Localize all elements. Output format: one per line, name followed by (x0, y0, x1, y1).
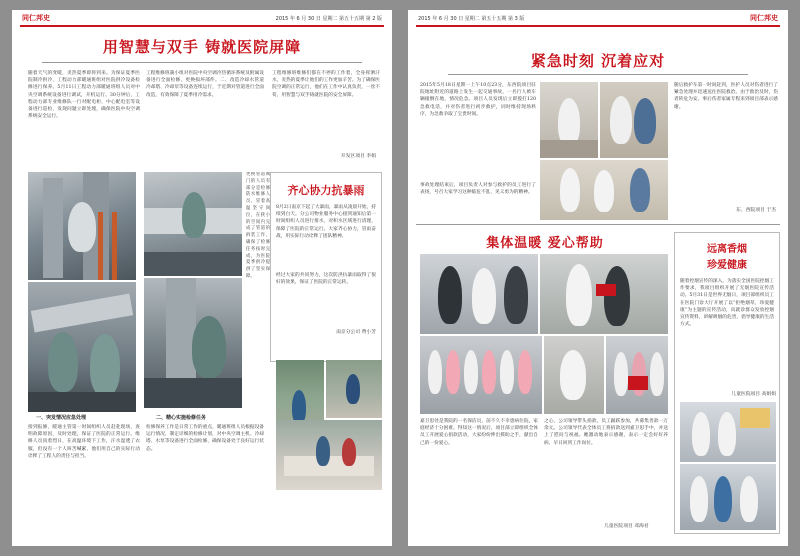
intro-column-1: 随着天气的变暖，炎热夏季即将到来。为保证夏季医院制冷供冷，工程动力部暖通班组对医院供冷设备检修进行保养。5月11日工程动力部暖通班组人员对中央空调系统设备进行调试，开机运行。30分钟后，工程动力部专业维修队一行对配电柜、中心配电室等设备进行巡检，发现问题立即处理，确保医院中央空调系统安全运行。 (28, 71, 140, 120)
photo-flood-3 (276, 420, 382, 490)
sidebar-title-line-2: 珍爱健康 (707, 260, 747, 271)
sidebar-byline: 儿童医院项目 高娟娟 (731, 392, 776, 397)
section-2-text: 检修保养工作是日常工作的重点，暖通班组人员根据设备运行情况，制定详细的检修计划，对中央空调主机、冷却塔、水泵等设备进行全面检修，确保设备处于良好运行状态。 (146, 425, 264, 452)
masthead (22, 13, 382, 25)
masthead-logo: 同仁邦史 (750, 13, 778, 22)
masthead-rule (416, 25, 780, 27)
photo-donation-4 (544, 336, 604, 414)
masthead (418, 13, 778, 25)
photo-workers-insulation (28, 282, 136, 412)
headline: 紧急时刻 沉着应对 (530, 52, 666, 70)
photo-no-smoking-2 (680, 464, 776, 530)
headline: 用智慧与双手 铸就医院屏障 (102, 38, 302, 56)
photo-donation-1 (420, 254, 538, 334)
article-text-right: 随后救护车第一时间赶到，医护人员对伤者进行了紧急处理并迅速送往医院救治。由于救治及时，伤者转危为安。事后伤者家属专程来到项目部表示感谢。 (674, 83, 778, 110)
newspaper-page-3 (408, 10, 788, 546)
newspaper-page-2 (12, 10, 392, 546)
sidebar-title: 齐心协力抗暴雨 (287, 184, 365, 197)
section-2-headline: 集体温暖 爱心帮助 (486, 236, 604, 251)
photo-worker-pipes (28, 172, 136, 280)
sidebar-text: 随着控烟宣传的深入，为落实全国医院控烟工作要求，我项目组织开展了无烟医院宣传活动。5月31日是世界无烟日，项目部组织员工在医院门诊大厅开展了以“拒绝烟草，珍爱健康”为主题的宣传活动，向就诊群众发放控烟宣传资料，讲解吸烟的危害，倡导健康的生活方式。 (680, 279, 774, 328)
photo-rescue-1 (540, 82, 598, 158)
photo-pipe-repair (144, 172, 242, 276)
section-1-text: 接到报修，暖通主管第一时间组织人员赶赴现场，查明故障原因，及时处理，保证了医院的正常运行。维修人员顶着烈日，在高温环境下工作，汗水湿透了衣服，但没有一个人叫苦喊累，他们用自己的实际行动诠释了工程人的责任与担当。 (28, 425, 140, 459)
byline: 开发区项目 李娟 (340, 154, 376, 159)
intro-column-2: 工程维修班蒲小组对医院中央空调冷热循环系统及附属设备进行全面检修，更换损坏部件。二、改造冷却水管道 冷却塔、冷却泵等设备连续运行，于近期对管道进行全面改造，有效保障了夏季用冷需求。 (146, 71, 264, 98)
photo-no-smoking-1 (680, 402, 776, 462)
photo-donation-2 (540, 254, 668, 334)
byline-2: 儿童医院项目 邓海君 (604, 524, 649, 529)
intro-column-3: 工程维修班维修们都在不停的工作着，全身挥洒汗水，炎热的夏季让他们的工作更加辛苦。为了确保医院空调的正常运行，他们在工作中认真负责，一丝不苟，用智慧与双手铸就医院的安全屏障。 (272, 71, 380, 98)
sidebar-title-line-1: 远离香烟 (707, 244, 747, 255)
sidebar-byline: 南京分公司 费小芳 (336, 330, 376, 335)
article-text-left: 2015年5月18日星期一上午10点23分，东西院项目驻院地址附近的道路上发生一起交通事故，一名行人被车辆撞倒在地，情况危急。项目人员发现后立即拨打120急救电话，并对伤者进行初步救护，同时维持现场秩序，为急救争取了宝贵时间。 (420, 83, 536, 117)
headline-rule (448, 74, 748, 75)
sidebar-closing: 经过大家的共同努力，这次防洪抗暴雨取得了很好的效果，保证了医院的正常运转。 (276, 273, 376, 286)
photo-donation-5 (606, 336, 668, 414)
photo-donation-3 (420, 336, 542, 414)
section-2-text-2: 之心，公司领导带头捐款，员工踊跃参加，共募集善款一万余元。公司领导代表全体员工将捐款送到嘉卫思手中，并送上了慰问与祝福。她激动地表示感谢，表示一定会好好养病，早日回到工作岗位。 (544, 419, 668, 446)
section-2-text: 嘉卫思处是我院的一名保洁员，前不久不幸患病住院，家庭经济十分困难。得知这一情况后，项目部立即组织全体员工开展爱心捐款活动，大家纷纷伸出援助之手，献出自己的一份爱心。 (420, 419, 538, 446)
headline-rule (42, 62, 362, 63)
masthead-rule (20, 25, 384, 27)
issue-line: 2015 年 6 月 30 日 星期二 第五十五期 第 3 版 (418, 16, 525, 22)
masthead-logo: 同仁邦史 (22, 13, 50, 22)
sidebar-text: 8月2日南京下起了大暴雨，暴雨从凌晨开始，持续到白天。分公司物业服务中心接到通知后第一时间组织人员进行排水，对积水区域进行清理，保障了医院的正常运行。大家齐心协力，冒雨奋战，用实际行动诠释了团队精神。 (276, 205, 376, 239)
narrow-column: 更换管道阀门的人员有部分是检修防水维修人员，冒着高温坚守岗位，在狭小的空间内完成了管道的拆装工作，确保了检修任务按时完成，为医院夏季供冷提供了坚实保障。 (246, 172, 270, 279)
section-1-heading: 一、突发情况应急处理 (36, 415, 87, 421)
article-text-left-2: 事故处理结束后，项目负责人对参与救护的员工进行了表扬，号召大家学习这种临危不乱、见义勇为的精神。 (420, 183, 536, 196)
photo-pipe-installation (144, 278, 242, 408)
issue-line: 2015 年 6 月 30 日 星期二 第五十五期 第 2 版 (275, 16, 382, 22)
section-2-heading: 二、精心实施检修任务 (156, 415, 207, 421)
photo-flood-2 (326, 360, 382, 418)
section-divider (416, 224, 780, 225)
photo-rescue-3 (540, 160, 668, 220)
photo-rescue-2 (600, 82, 668, 158)
byline: 东、西院项目 于杰 (736, 208, 776, 213)
